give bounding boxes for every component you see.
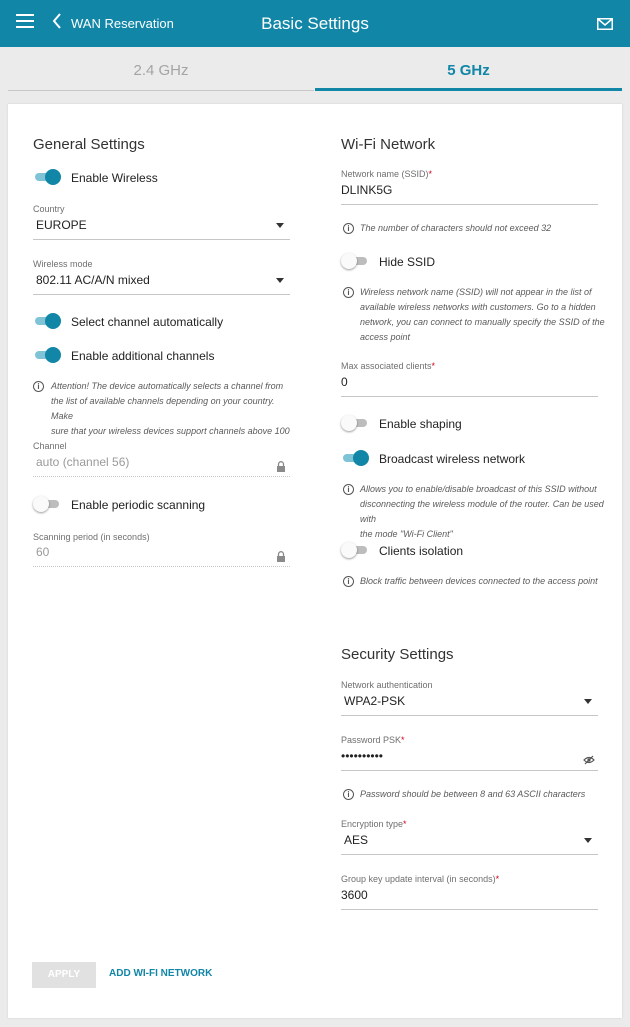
password-input[interactable]	[341, 745, 598, 771]
country-value: EUROPE	[36, 218, 87, 232]
page-title: Basic Settings	[261, 14, 369, 33]
top-bar	[0, 0, 630, 47]
password-label	[341, 735, 405, 745]
channel-field	[33, 451, 290, 477]
note-line: Attention! The device automatically selects a channel from	[51, 381, 284, 391]
info-icon: i	[343, 287, 354, 298]
periodic-scanning-toggle[interactable]	[33, 495, 61, 513]
back-link[interactable]: WAN Reservation	[71, 16, 174, 31]
broadcast-note	[360, 482, 618, 542]
note-line: the list of available channels depending on your country. Make	[51, 396, 275, 421]
periodic-scanning-label: Enable periodic scanning	[71, 498, 206, 512]
wireless-mode-label: Wireless mode	[33, 259, 93, 269]
ssid-note: The number of characters should not exceed 32	[360, 223, 552, 233]
band-tabs	[0, 47, 630, 97]
ssid-label	[341, 169, 432, 179]
apply-button[interactable]: APPLY	[32, 962, 96, 988]
general-settings-heading: General Settings	[33, 136, 145, 153]
mail-icon[interactable]	[597, 17, 613, 29]
max-clients-label-text: Max associated clients	[341, 361, 432, 371]
ssid-input[interactable]	[341, 179, 598, 205]
auto-channel-toggle[interactable]	[33, 312, 61, 330]
isolation-label: Clients isolation	[379, 544, 464, 558]
required-mark: *	[401, 735, 405, 745]
hide-ssid-note	[360, 285, 615, 345]
note-line: disconnecting the wireless module of the router. Can be used with	[360, 499, 604, 524]
group-key-input[interactable]	[341, 884, 598, 910]
auto-channel-label: Select channel automatically	[71, 315, 224, 329]
broadcast-label: Broadcast wireless network	[379, 452, 526, 466]
ssid-label-text: Network name (SSID)	[341, 169, 429, 179]
group-key-label	[341, 874, 499, 884]
wireless-mode-value: 802.11 AC/A/N mixed	[36, 273, 150, 287]
chevron-down-icon	[276, 223, 284, 228]
auth-label: Network authentication	[341, 680, 433, 690]
shaping-label: Enable shaping	[379, 417, 462, 431]
tab-5-ghz[interactable]: 5 GHz	[315, 47, 622, 91]
password-note: Password should be between 8 and 63 ASCII characters	[360, 789, 586, 799]
max-clients-label	[341, 361, 435, 371]
info-icon: i	[343, 484, 354, 495]
isolation-note: Block traffic between devices connected to the access point	[360, 576, 598, 586]
required-mark: *	[428, 169, 433, 179]
shaping-toggle[interactable]	[341, 414, 369, 432]
note-line: sure that your wireless devices support channels above 100	[51, 426, 290, 436]
chevron-down-icon	[584, 699, 592, 704]
note-line: network, you can connect to manually specify the SSID of the	[360, 317, 605, 327]
info-icon: i	[33, 381, 44, 392]
lock-icon	[276, 457, 286, 468]
group-key-label-text: Group key update interval (in seconds)	[341, 874, 496, 884]
attention-note	[51, 379, 296, 439]
auth-select[interactable]	[341, 690, 598, 716]
max-clients-input[interactable]	[341, 371, 598, 397]
eye-off-icon[interactable]	[583, 750, 595, 772]
note-line: Allows you to enable/disable broadcast of this SSID without	[360, 484, 597, 494]
wifi-network-heading: Wi-Fi Network	[341, 136, 436, 153]
encryption-value: AES	[344, 833, 369, 847]
encryption-label	[341, 819, 407, 829]
security-settings-heading: Security Settings	[341, 646, 454, 663]
note-line: Wireless network name (SSID) will not appear in the list of	[360, 287, 592, 297]
info-icon: i	[343, 576, 354, 587]
ssid-value: DLINK5G	[341, 183, 393, 197]
encryption-label-text: Encryption type	[341, 819, 404, 829]
enable-wireless-label: Enable Wireless	[71, 171, 158, 185]
encryption-select[interactable]	[341, 829, 598, 855]
add-wifi-network-button[interactable]: ADD WI-FI NETWORK	[109, 968, 213, 979]
note-line: the mode "Wi-Fi Client"	[360, 529, 453, 539]
lock-icon	[276, 547, 286, 558]
enable-wireless-toggle[interactable]	[33, 168, 61, 186]
additional-channels-toggle[interactable]	[33, 346, 61, 364]
scanning-period-field	[33, 541, 290, 567]
hide-ssid-toggle[interactable]	[341, 252, 369, 270]
isolation-toggle[interactable]	[341, 541, 369, 559]
channel-label: Channel	[33, 441, 67, 451]
password-value: ••••••••••	[341, 749, 384, 763]
wireless-mode-select[interactable]	[33, 269, 290, 295]
note-line: access point	[360, 332, 411, 342]
chevron-down-icon	[584, 838, 592, 843]
chevron-down-icon	[276, 278, 284, 283]
country-label: Country	[33, 204, 65, 214]
channel-value: auto (channel 56)	[36, 455, 130, 469]
info-icon: i	[343, 789, 354, 800]
settings-card	[8, 104, 622, 1018]
password-label-text: Password PSK	[341, 735, 402, 745]
max-clients-value: 0	[341, 375, 348, 389]
required-mark: *	[431, 361, 436, 371]
additional-channels-label: Enable additional channels	[71, 349, 215, 363]
auth-value: WPA2-PSK	[344, 694, 406, 708]
group-key-value: 3600	[341, 888, 368, 902]
note-line: available wireless networks with customers. Go to a hidden	[360, 302, 596, 312]
required-mark: *	[403, 819, 407, 829]
country-select[interactable]	[33, 214, 290, 240]
scanning-period-label: Scanning period (in seconds)	[33, 532, 150, 542]
broadcast-toggle[interactable]	[341, 449, 369, 467]
scanning-period-value: 60	[36, 545, 50, 559]
tab-2-4-ghz[interactable]: 2.4 GHz	[8, 47, 314, 91]
required-mark: *	[495, 874, 500, 884]
hide-ssid-label: Hide SSID	[379, 255, 436, 269]
info-icon: i	[343, 223, 354, 234]
